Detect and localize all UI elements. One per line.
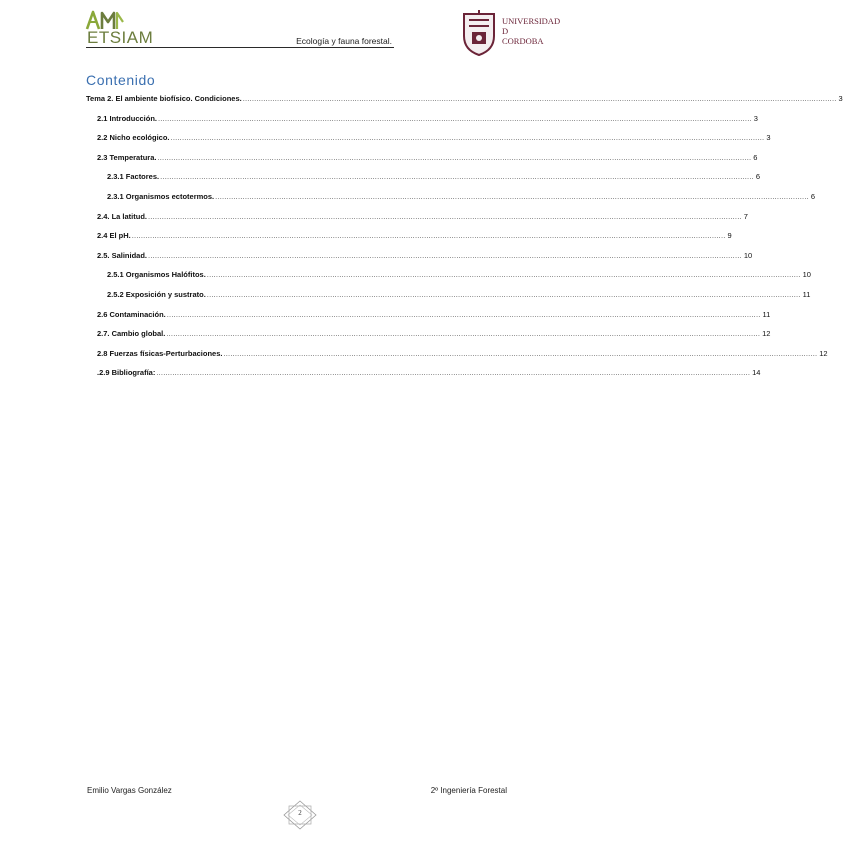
- page-header: [0, 0, 599, 70]
- toc-entry[interactable]: [107, 290, 811, 300]
- toc-entry-page: 9: [727, 231, 732, 241]
- toc-entry-title: 2.1 Introducción.: [97, 113, 158, 123]
- header-title: Ecología y fauna forestal.: [296, 36, 392, 46]
- toc-entry[interactable]: [97, 113, 758, 124]
- toc-entry-title: 2.5.1 Organismos Halófitos.: [107, 270, 206, 280]
- toc-entry-page: 6: [810, 192, 816, 201]
- am-logo-icon: [86, 10, 126, 30]
- toc-entry-page: 11: [802, 290, 811, 299]
- toc-entry-title: 2.3 Temperatura.: [97, 152, 157, 162]
- toc-entry[interactable]: [97, 329, 771, 339]
- toc-entry[interactable]: [107, 192, 816, 202]
- page-number-badge: [283, 800, 317, 830]
- toc-dot-leader: ....................................................................................................................................................................................................................................................................: [242, 94, 837, 103]
- toc-entry-page: 6: [755, 172, 761, 182]
- etsiam-logo: [86, 10, 154, 50]
- toc-entry[interactable]: [86, 94, 843, 104]
- toc-entry-title: 2.6 Contaminación.: [97, 309, 166, 319]
- toc-entry-page: 10: [802, 270, 811, 280]
- toc-entry-title: 2.4 El pH.: [97, 231, 131, 241]
- university-name: [502, 16, 560, 46]
- toc-entry-title: .2.9 Bibliografía:: [97, 368, 156, 378]
- toc-entry-page: 7: [743, 211, 748, 221]
- university-name-line: D: [502, 26, 509, 36]
- toc-entry-title: 2.2 Nicho ecológico.: [97, 133, 170, 143]
- toc-entry[interactable]: [107, 172, 761, 182]
- footer-author: Emilio Vargas González: [87, 786, 172, 795]
- toc-dot-leader: ....................................................................................................................................................................................................................................................................: [131, 231, 726, 241]
- toc-entry-page: 11: [762, 309, 771, 319]
- university-crest-icon: [460, 10, 498, 56]
- toc-entry[interactable]: [97, 231, 732, 241]
- toc-dot-leader: ....................................................................................................................................................................................................................................................................: [158, 113, 752, 123]
- header-rule: [86, 47, 394, 48]
- toc-entry-title: 2.3.1 Organismos ectotermos.: [107, 192, 215, 201]
- toc-dot-leader: ....................................................................................................................................................................................................................................................................: [156, 368, 751, 378]
- toc-dot-leader: ....................................................................................................................................................................................................................................................................: [215, 192, 809, 201]
- toc-entry-page: 6: [753, 152, 758, 162]
- university-logo: [460, 10, 560, 56]
- toc-dot-leader: ....................................................................................................................................................................................................................................................................: [170, 133, 765, 143]
- toc-entry-page: 12: [819, 348, 828, 358]
- toc-entry-title: 2.7. Cambio global.: [97, 329, 166, 339]
- toc-entry[interactable]: [97, 309, 771, 320]
- toc-entry-page: 12: [762, 329, 771, 339]
- toc-dot-leader: ....................................................................................................................................................................................................................................................................: [148, 211, 742, 221]
- etsiam-logo-text: ETSIAM: [87, 28, 154, 47]
- toc-entry-title: 2.5. Salinidad.: [97, 250, 148, 260]
- toc-dot-leader: ....................................................................................................................................................................................................................................................................: [160, 172, 754, 182]
- toc-dot-leader: ....................................................................................................................................................................................................................................................................: [223, 348, 818, 358]
- toc-entry-title: Tema 2. El ambiente biofísico. Condiciones.: [86, 94, 242, 103]
- toc-dot-leader: ....................................................................................................................................................................................................................................................................: [157, 152, 752, 162]
- toc-entry[interactable]: [107, 270, 811, 280]
- toc-entry-title: 2.3.1 Factores.: [107, 172, 160, 182]
- toc-entry-page: 10: [743, 250, 753, 260]
- toc-dot-leader: ....................................................................................................................................................................................................................................................................: [206, 290, 801, 299]
- footer-course: 2º Ingeniería Forestal: [430, 786, 507, 795]
- toc-entry[interactable]: [97, 211, 748, 222]
- toc-dot-leader: ....................................................................................................................................................................................................................................................................: [166, 329, 761, 339]
- toc-dot-leader: ....................................................................................................................................................................................................................................................................: [148, 250, 742, 260]
- toc-entry-title: 2.5.2 Exposición y sustrato.: [107, 290, 206, 299]
- toc-dot-leader: ....................................................................................................................................................................................................................................................................: [166, 309, 761, 319]
- toc-entry-page: 3: [766, 133, 771, 143]
- toc-entry-title: 2.4. La latitud.: [97, 211, 148, 221]
- university-name-line: CORDOBA: [502, 36, 544, 46]
- toc-entry-page: 14: [752, 368, 761, 378]
- university-name-line: UNIVERSIDAD: [502, 16, 561, 26]
- page-number: 2: [298, 809, 302, 817]
- toc-entry[interactable]: [97, 133, 771, 143]
- toc-entry[interactable]: [97, 152, 758, 163]
- toc-dot-leader: ....................................................................................................................................................................................................................................................................: [206, 270, 801, 280]
- toc-entry[interactable]: [97, 348, 828, 359]
- toc-heading: Contenido: [86, 72, 156, 88]
- toc-entry[interactable]: [97, 368, 761, 378]
- toc-entry-page: 3: [838, 94, 843, 103]
- toc-entry[interactable]: [97, 250, 753, 261]
- toc-entry-title: 2.8 Fuerzas físicas-Perturbaciones.: [97, 348, 223, 358]
- toc-entry-page: 3: [753, 113, 758, 123]
